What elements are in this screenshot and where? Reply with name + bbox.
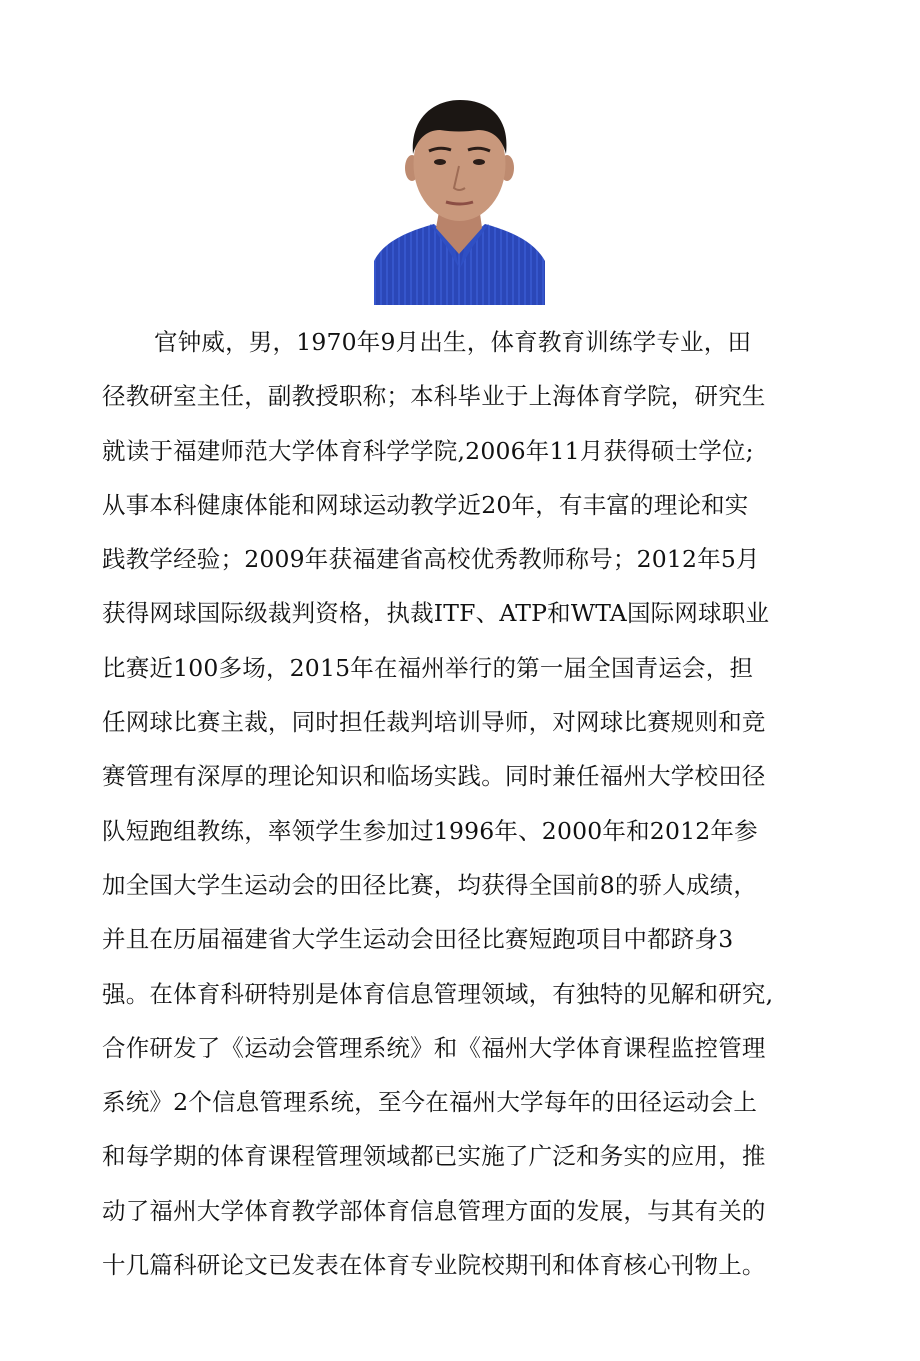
bio-line: 官钟威，男，1970年9月出生，体育教育训练学专业，田 [154, 328, 752, 356]
bio-line: 径教研室主任，副教授职称；本科毕业于上海体育学院，研究生 [102, 382, 766, 411]
bio-line: 合作研发了《运动会管理系统》和《福州大学体育课程监控管理 [102, 1033, 766, 1062]
bio-line: 获得网球国际级裁判资格，执裁ITF、ATP和WTA国际网球职业 [102, 599, 770, 628]
bio-line: 比赛近100多场，2015年在福州举行的第一届全国青运会，担 [102, 653, 754, 682]
bio-line: 动了福州大学体育教学部体育信息管理方面的发展，与其有关的 [102, 1196, 766, 1225]
bio-line: 从事本科健康体能和网球运动教学近20年，有丰富的理论和实 [102, 490, 749, 519]
bio-line: 十几篇科研论文已发表在体育专业院校期刊和体育核心刊物上。 [102, 1251, 766, 1280]
bio-line: 队短跑组教练，率领学生参加过1996年、2000年和2012年参 [102, 816, 758, 845]
bio-line: 并且在历届福建省大学生运动会田径比赛短跑项目中都跻身3 [102, 925, 734, 954]
bio-line: 就读于福建师范大学体育科学学院,2006年11月获得硕士学位; [102, 436, 754, 465]
portrait-image [374, 96, 545, 305]
bio-line: 践教学经验；2009年获福建省高校优秀教师称号；2012年5月 [102, 545, 760, 574]
bio-line: 加全国大学生运动会的田径比赛，均获得全国前8的骄人成绩， [102, 870, 758, 899]
bio-line: 和每学期的体育课程管理领域都已实施了广泛和务实的应用，推 [102, 1142, 766, 1171]
biography-text [102, 322, 822, 1299]
bio-line: 赛管理有深厚的理论知识和临场实践。同时兼任福州大学校田径 [102, 762, 766, 791]
portrait-photo [374, 96, 545, 305]
bio-line: 系统》2个信息管理系统，至今在福州大学每年的田径运动会上 [102, 1088, 758, 1117]
bio-line: 强。在体育科研特别是体育信息管理领域，有独特的见解和研究, [102, 979, 774, 1008]
bio-line: 任网球比赛主裁，同时担任裁判培训导师，对网球比赛规则和竞 [102, 708, 766, 737]
